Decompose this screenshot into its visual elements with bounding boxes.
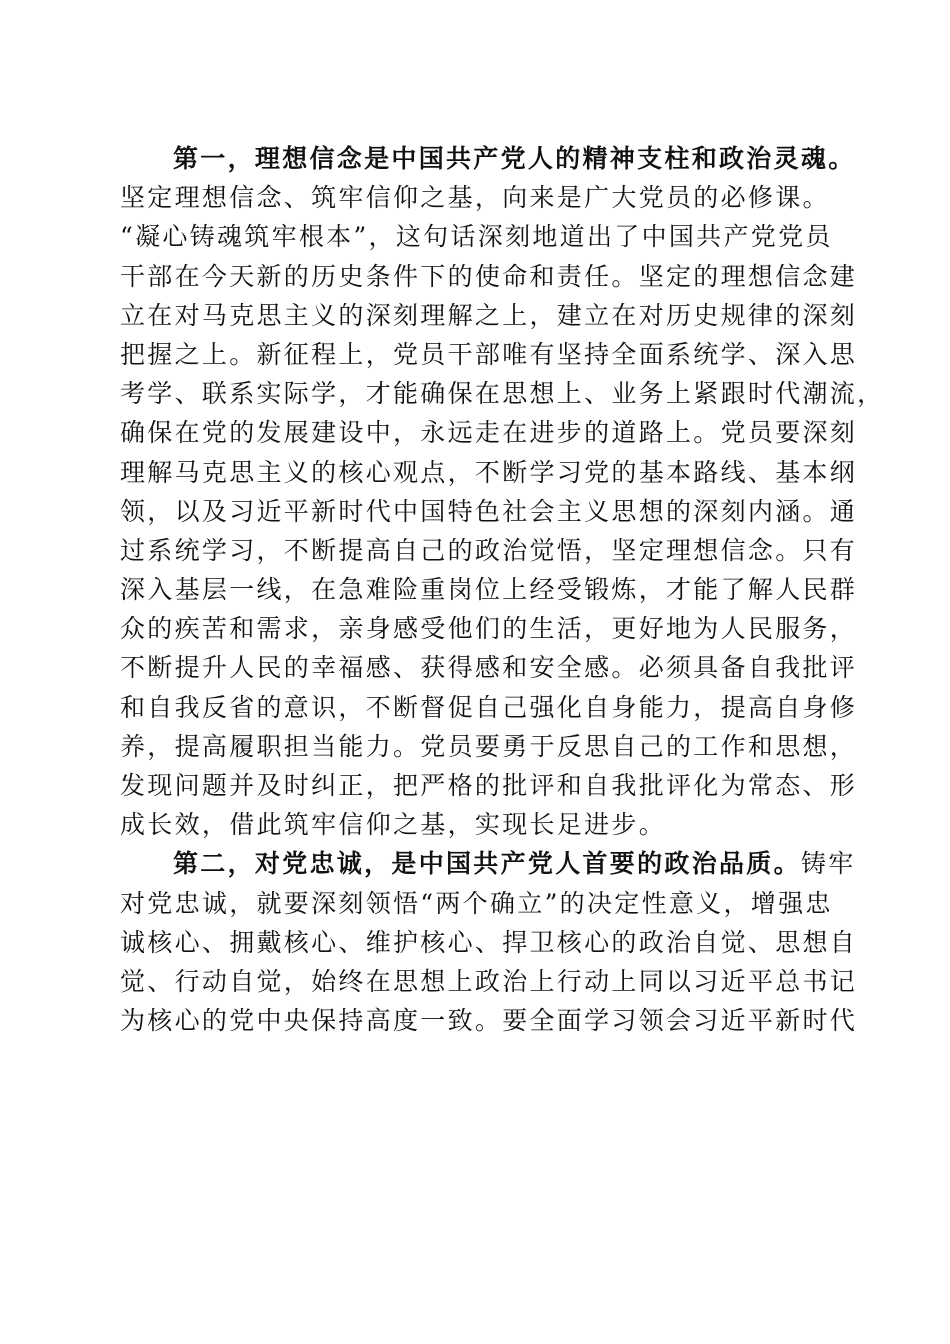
text-line: 觉、行动自觉，始终在思想上政治上行动上同以习近平总书记 bbox=[120, 966, 858, 996]
text-line: 为核心的党中央保持高度一致。要全面学习领会习近平新时代 bbox=[120, 1006, 858, 1036]
text-line: 养，提高履职担当能力。党员要勇于反思自己的工作和思想， bbox=[120, 731, 858, 761]
text-line: 不断提升人民的幸福感、获得感和安全感。必须具备自我批评 bbox=[120, 653, 858, 683]
text-line: 干部在今天新的历史条件下的使命和责任。坚定的理想信念建 bbox=[120, 261, 858, 291]
text-line: 和自我反省的意识，不断督促自己强化自身能力，提高自身修 bbox=[120, 692, 858, 722]
text-line: 领，以及习近平新时代中国特色社会主义思想的深刻内涵。通 bbox=[120, 496, 858, 526]
paragraph-heading: 第二，对党忠诚，是中国共产党人首要的政治品质。 bbox=[173, 849, 801, 879]
text-line: 确保在党的发展建设中，永远走在进步的道路上。党员要深刻 bbox=[120, 418, 858, 448]
text-line: 成长效，借此筑牢信仰之基，实现长足进步。 bbox=[120, 810, 667, 840]
text-line: 理解马克思主义的核心观点，不断学习党的基本路线、基本纲 bbox=[120, 457, 858, 487]
text-line: 深入基层一线，在急难险重岗位上经受锻炼，才能了解人民群 bbox=[120, 575, 858, 605]
paragraph-2 bbox=[120, 844, 858, 1040]
paragraph-heading: 第一，理想信念是中国共产党人的精神支柱和政治灵魂。 bbox=[173, 144, 856, 173]
text-line: 发现问题并及时纠正，把严格的批评和自我批评化为常态、形 bbox=[120, 771, 858, 800]
document-body bbox=[120, 139, 885, 1040]
text-line: 把握之上。新征程上，党员干部唯有坚持全面系统学、深入思 bbox=[120, 339, 858, 369]
text-line: 诚核心、拥戴核心、维护核心、捍卫核心的政治自觉、思想自 bbox=[120, 927, 858, 957]
paragraph-first-line bbox=[120, 844, 856, 883]
text-line: 考学、联系实际学，才能确保在思想上、业务上紧跟时代潮流， bbox=[120, 379, 885, 409]
text-line: 立在对马克思主义的深刻理解之上，建立在对历史规律的深刻 bbox=[120, 300, 858, 330]
paragraph-1 bbox=[120, 139, 885, 844]
text-line: 坚定理想信念、筑牢信仰之基，向来是广大党员的必修课。 bbox=[120, 183, 830, 213]
text-line: 对党忠诚，就要深刻领悟“两个确立”的决定性意义，增强忠 bbox=[120, 888, 833, 918]
text-line: 过系统学习，不断提高自己的政治觉悟，坚定理想信念。只有 bbox=[120, 535, 858, 565]
text-line: 众的疾苦和需求，亲身感受他们的生活，更好地为人民服务， bbox=[120, 614, 858, 644]
text-line: “凝心铸魂筑牢根本”，这句话深刻地道出了中国共产党党员 bbox=[120, 222, 833, 252]
paragraph-heading-tail: 铸牢 bbox=[800, 849, 856, 879]
